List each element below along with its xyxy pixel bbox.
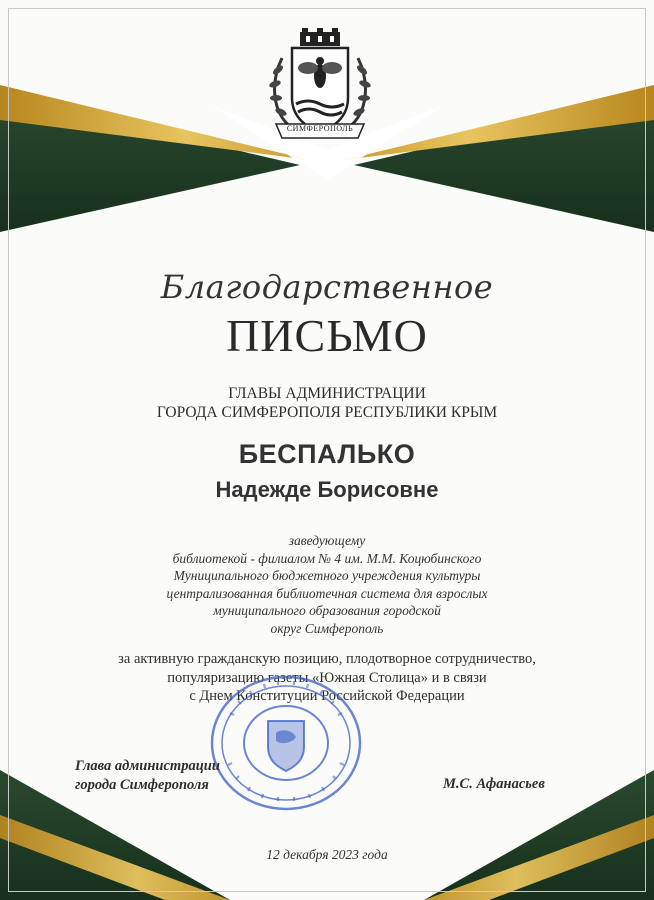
- position-line: заведующему: [288, 533, 366, 548]
- signatory-title-line: Глава администрации: [75, 758, 220, 774]
- recipient-surname: БЕСПАЛЬКО: [238, 439, 416, 469]
- position-line: централизованная библиотечная система для взрослых: [166, 585, 488, 601]
- position-line: библиотекой - филиалом № 4 им. М.М. Коцюбинского: [172, 550, 482, 566]
- emblem-caption: СИМФЕРОПОЛЬ: [286, 124, 354, 133]
- reason-line: с Днем Конституции Российской Федерации: [189, 688, 465, 704]
- issuer-line: ГОРОДА СИМФЕРОПОЛЯ РЕСПУБЛИКИ КРЫМ: [156, 404, 498, 421]
- issuer-line: ГЛАВЫ АДМИНИСТРАЦИИ: [228, 385, 426, 402]
- position-line: Муниципального бюджетного учреждения культуры: [173, 568, 481, 584]
- signatory-name: М.С. Афанасьев: [443, 776, 545, 792]
- signatory-title: [75, 757, 220, 794]
- recipient-name: Надежде Борисовне: [215, 477, 439, 502]
- title-main: ПИСЬМО: [226, 310, 428, 361]
- issuer-block: [0, 384, 654, 422]
- position-line: округ Симферополь: [270, 620, 384, 636]
- reason-line: популяризацию газеты «Южная Столица» и в связи: [167, 669, 487, 686]
- signatory-title-line: города Симферополя: [75, 776, 209, 793]
- issue-date: 12 декабря 2023 года: [266, 847, 388, 862]
- title-script: Благодарственное: [160, 268, 494, 306]
- official-seal-icon: [208, 673, 364, 815]
- position-line: муниципального образования городской: [213, 603, 441, 619]
- recipient-position: [0, 532, 654, 638]
- reason-line: за активную гражданскую позицию, плодотворное сотрудничество,: [118, 651, 536, 667]
